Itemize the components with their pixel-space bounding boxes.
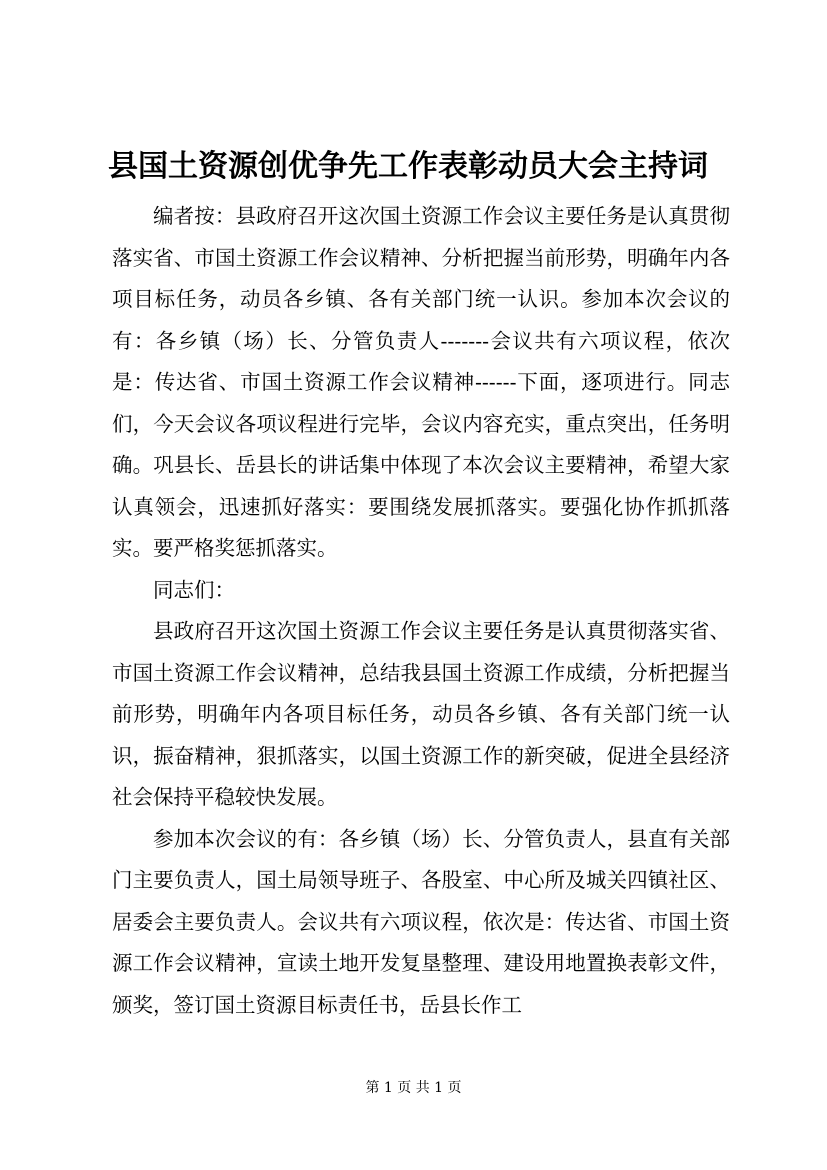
page-number-footer: 第 1 页 共 1 页 xyxy=(365,1080,462,1096)
document-title: 县国土资源创优争先工作表彰动员大会主持词 xyxy=(108,149,708,184)
paragraph-editor-note: 编者按：县政府召开这次国土资源工作会议主要任务是认真贯彻落实省、市国土资源工作会议精神、分析把握当前形势，明确年内各项目标任务，动员各乡镇、各有关部门统一认识。参加本次会议的有：各乡镇（场）长、分管负责人-------会议共有六项议程，依次是：传达省、市国土资源工作会议精神------下面，逐项进行。同志们，今天会议各项议程进行完毕，会议内容充实，重点突出，任务明确。巩县长、岳县长的讲话集中体现了本次会议主要精神，希望大家认真领会，迅速抓好落实：要围绕发展抓落实。要强化协作抓抓落实。要严格奖惩抓落实。 xyxy=(112,204,730,560)
document-body xyxy=(112,196,730,1026)
paragraph-attendees-agenda: 参加本次会议的有：各乡镇（场）长、分管负责人，县直有关部门主要负责人，国土局领导班子、各股室、中心所及城关四镇社区、居委会主要负责人。会议共有六项议程，依次是：传达省、市国土资源工作会议精神，宣读土地开发复垦整理、建设用地置换表彰文件，颁奖，签订国土资源目标责任书，岳县长作工 xyxy=(112,826,730,1017)
paragraph-salutation: 同志们： xyxy=(153,577,235,602)
paragraph-meeting-purpose: 县政府召开这次国土资源工作会议主要任务是认真贯彻落实省、市国土资源工作会议精神，总结我县国土资源工作成绩，分析把握当前形势，明确年内各项目标任务，动员各乡镇、各有关部门统一认识，振奋精神，狠抓落实，以国土资源工作的新突破，促进全县经济社会保持平稳较快发展。 xyxy=(112,619,730,809)
